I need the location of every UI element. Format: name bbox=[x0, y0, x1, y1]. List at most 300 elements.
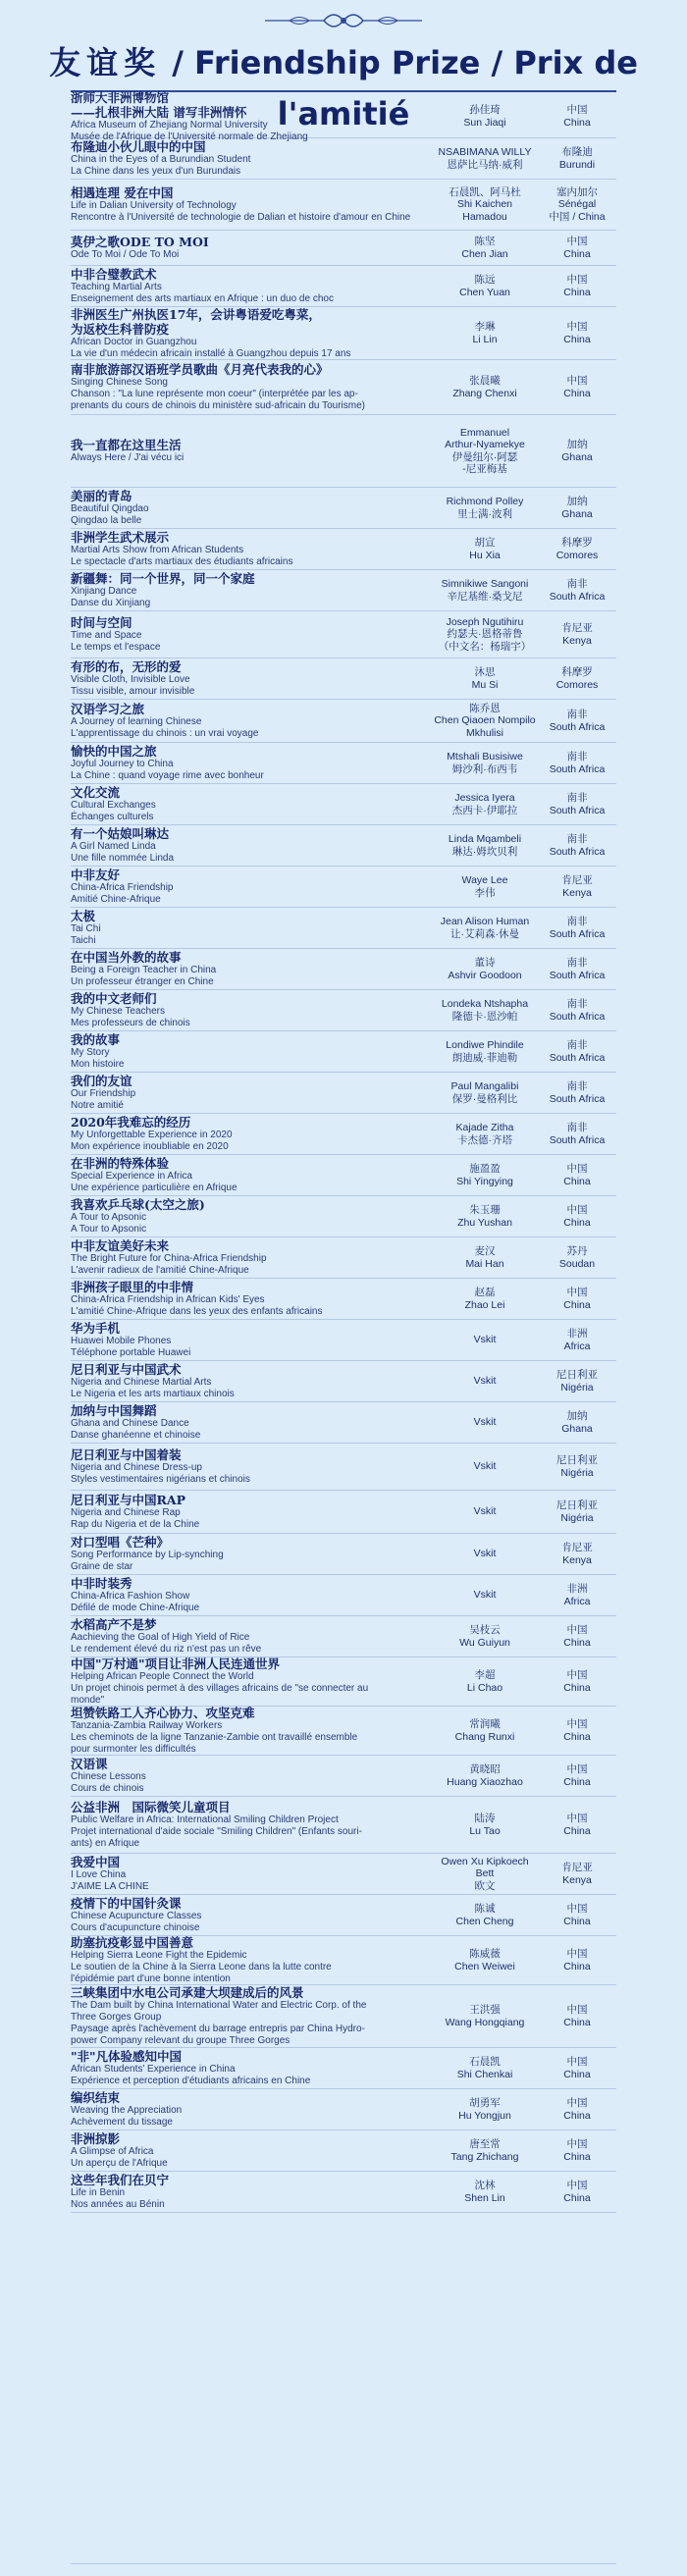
work-title-en: A Tour to Apsonic bbox=[71, 1212, 147, 1223]
work-title-zh: 尼日利亚与中国武术 bbox=[71, 1362, 182, 1377]
award-row bbox=[71, 529, 616, 570]
award-row bbox=[71, 415, 616, 488]
work-title-en: Tanzania-Zambia Railway Workers bbox=[71, 1720, 223, 1731]
award-row bbox=[71, 89, 616, 142]
work-title-fr: Un professeur étranger en Chine bbox=[71, 976, 214, 987]
author-name: Simnikiwe Sangoni 辛尼基维·桑戈尼 bbox=[441, 578, 529, 603]
work-title-zh: 我的故事 bbox=[71, 1032, 121, 1047]
work-title-fr: Les cheminots de la ligne Tanzanie-Zambie ont travaillé ensemble pour surmonter les difficultés bbox=[71, 1732, 358, 1755]
author-name: 胡勇军 Hu Yongjun bbox=[458, 2097, 511, 2122]
work-title-en: A Journey of learning Chinese bbox=[71, 716, 202, 727]
work-title-en: China-Africa Friendship bbox=[71, 882, 174, 893]
award-row bbox=[71, 700, 616, 743]
author-country: 肯尼亚 Kenya bbox=[561, 622, 593, 647]
header-ornament bbox=[0, 4, 687, 37]
work-title-fr: Mes professeurs de chinois bbox=[71, 1018, 190, 1028]
author-name: Vskit bbox=[473, 1334, 497, 1346]
author-country: 尼日利亚 Nigéria bbox=[556, 1454, 598, 1479]
work-cell bbox=[71, 90, 432, 143]
author-country: 南非 South Africa bbox=[549, 1122, 606, 1146]
award-row bbox=[71, 1575, 616, 1616]
work-title-en: Teaching Martial Arts bbox=[71, 282, 162, 292]
work-title-fr: Le soutien de la Chine à la Sierra Leone dans la lutte contre l'épidémie part d'une bonne intention bbox=[71, 1962, 332, 1984]
work-cell bbox=[71, 2090, 432, 2129]
work-title-en: Our Friendship bbox=[71, 1088, 136, 1099]
work-title-en: Cultural Exchanges bbox=[71, 800, 156, 811]
work-title-en: Ode To Moi / Ode To Moi bbox=[71, 249, 180, 260]
work-cell bbox=[71, 2131, 432, 2170]
work-cell bbox=[71, 1197, 432, 1235]
work-cell bbox=[71, 826, 432, 865]
work-title-fr: Amitié Chine-Afrique bbox=[71, 894, 161, 905]
author-country: 中国 China bbox=[563, 1287, 591, 1311]
work-title-en: Martial Arts Show from African Students bbox=[71, 545, 244, 555]
work-title-fr: Graine de star bbox=[71, 1561, 133, 1572]
work-title-zh: 太极 bbox=[71, 909, 96, 923]
decorative-scroll-icon bbox=[260, 6, 427, 35]
award-row bbox=[71, 1031, 616, 1073]
work-title-zh: 愉快的中国之旅 bbox=[71, 744, 157, 759]
author-country: 科摩罗 Comores bbox=[555, 666, 599, 691]
author-country: 中国 China bbox=[563, 1204, 591, 1229]
work-title-fr: Le temps et l'espace bbox=[71, 642, 161, 653]
work-title-fr: Musée de l'Afrique de l'Université normale de Zhejiang bbox=[71, 131, 308, 142]
author-name: Richmond Polley 里士满·波利 bbox=[446, 496, 524, 520]
work-title-en: Public Welfare in Africa: International Smiling Children Project bbox=[71, 1814, 339, 1825]
work-title-zh: 公益非洲 国际微笑儿童项目 bbox=[71, 1800, 231, 1814]
work-title-en: Weaving the Appreciation bbox=[71, 2105, 183, 2116]
award-row bbox=[71, 1402, 616, 1444]
work-title-en: Africa Museum of Zhejiang Normal University bbox=[71, 119, 268, 131]
award-row bbox=[71, 1707, 616, 1756]
award-row bbox=[71, 1534, 616, 1575]
author-name: 胡宣 Hu Xia bbox=[469, 537, 501, 561]
author-name: Vskit bbox=[473, 1505, 497, 1518]
work-title-zh: 浙师大非洲博物馆 ——扎根非洲大陆 谱写非洲情怀 bbox=[71, 89, 247, 120]
work-title-fr: Un aperçu de l'Afrique bbox=[71, 2158, 168, 2169]
author-country: 非洲 Africa bbox=[563, 1583, 591, 1607]
award-row bbox=[71, 784, 616, 825]
author-name: 沈林 Shen Lin bbox=[464, 2180, 505, 2204]
author-name: 陈威薇 Chen Weiwei bbox=[454, 1948, 515, 1972]
work-cell bbox=[71, 1115, 432, 1153]
work-title-zh: 我的中文老师们 bbox=[71, 991, 157, 1006]
work-title-zh: 尼日利亚与中国RAP bbox=[71, 1493, 185, 1507]
author-country: 中国 China bbox=[563, 2180, 591, 2204]
author-country: 中国 China bbox=[563, 321, 591, 345]
award-row bbox=[71, 825, 616, 867]
work-cell bbox=[71, 1855, 432, 1893]
author-country: 南非 South Africa bbox=[549, 751, 606, 775]
award-row bbox=[71, 1854, 616, 1895]
work-title-zh: 在中国当外教的故事 bbox=[71, 950, 182, 965]
work-title-en: Visible Cloth, Invisible Love bbox=[71, 674, 190, 685]
work-title-zh: 中非合璧教武术 bbox=[71, 267, 157, 282]
work-title-zh: 我们的友谊 bbox=[71, 1074, 132, 1088]
work-title-fr: Cours de chinois bbox=[71, 1783, 144, 1794]
author-country: 尼日利亚 Nigéria bbox=[556, 1499, 598, 1524]
author-name: 沐思 Mu Si bbox=[471, 666, 499, 691]
work-title-en: Life in Dalian University of Technology bbox=[71, 200, 237, 211]
author-name: 陈远 Chen Yuan bbox=[459, 274, 510, 298]
award-row bbox=[71, 2089, 616, 2130]
author-country: 南非 South Africa bbox=[549, 833, 606, 858]
work-title-zh: 中非时装秀 bbox=[71, 1576, 132, 1591]
author-name: Waye Lee 李伟 bbox=[461, 874, 508, 899]
work-cell bbox=[71, 571, 432, 609]
author-name: 石晨凯、阿马杜 Shi Kaichen Hamadou bbox=[449, 185, 521, 223]
work-title-fr: Une expérience particulière en Afrique bbox=[71, 1183, 238, 1193]
work-cell bbox=[71, 1321, 432, 1359]
author-name: 孙佳琦 Sun Jiaqi bbox=[463, 104, 506, 129]
work-cell bbox=[71, 950, 432, 988]
author-country: 中国 China bbox=[563, 2004, 591, 2028]
work-title-fr: L'avenir radieux de l'amitié Chine-Afrique bbox=[71, 1265, 249, 1276]
work-title-en: Joyful Journey to China bbox=[71, 759, 174, 769]
author-name: Paul Mangalibi 保罗·曼格利比 bbox=[450, 1080, 519, 1105]
author-country: 尼日利亚 Nigéria bbox=[556, 1369, 598, 1393]
author-name: Joseph Ngutihiru 约瑟夫·恩格蒂鲁 （中文名：杨瑞宇） bbox=[438, 615, 532, 653]
author-country: 非洲 Africa bbox=[563, 1328, 591, 1352]
work-title-en: Being a Foreign Teacher in China bbox=[71, 965, 217, 975]
author-name: 施盈盈 Shi Yingying bbox=[456, 1163, 513, 1187]
author-name: 陆涛 Lu Tao bbox=[469, 1813, 501, 1837]
work-title-en: A Glimpse of Africa bbox=[71, 2146, 154, 2157]
work-title-fr: L'apprentissage du chinois : un vrai voyage bbox=[71, 728, 259, 739]
work-title-fr: Le rendement élevé du riz n'est pas un rêve bbox=[71, 1644, 262, 1655]
author-country: 南非 South Africa bbox=[549, 578, 606, 603]
author-country: 南非 South Africa bbox=[549, 998, 606, 1023]
work-title-fr: Mon expérience inoubliable en 2020 bbox=[71, 1141, 229, 1152]
author-country: 加纳 Ghana bbox=[561, 439, 593, 463]
author-name: Linda Mqambeli 琳达·姆坎贝利 bbox=[448, 833, 522, 858]
author-name: 石晨凯 Shi Chenkai bbox=[456, 2056, 513, 2080]
work-title-zh: 这些年我们在贝宁 bbox=[71, 2173, 170, 2187]
work-title-fr: La Chine : quand voyage rime avec bonheur bbox=[71, 770, 264, 781]
work-cell bbox=[71, 1362, 432, 1400]
bottom-divider bbox=[71, 2563, 616, 2564]
award-row bbox=[71, 1936, 616, 1985]
work-cell bbox=[71, 1576, 432, 1614]
work-cell bbox=[71, 1156, 432, 1194]
award-row bbox=[71, 1985, 616, 2048]
work-cell bbox=[71, 1757, 432, 1795]
work-cell bbox=[71, 1656, 432, 1707]
work-title-en: Huawei Mobile Phones bbox=[71, 1336, 172, 1346]
award-row bbox=[71, 1361, 616, 1402]
work-cell bbox=[71, 909, 432, 947]
work-title-zh: 三峡集团中水电公司承建大坝建成后的风景 bbox=[71, 1985, 304, 2000]
work-title-fr: Un projet chinois permet à des villages africains de "se connecter au monde" bbox=[71, 1683, 369, 1706]
work-cell bbox=[71, 1935, 432, 1985]
work-title-fr: Cours d'acupuncture chinoise bbox=[71, 1922, 200, 1933]
work-cell bbox=[71, 867, 432, 906]
work-title-fr: A Tour to Apsonic bbox=[71, 1224, 147, 1235]
work-cell bbox=[71, 659, 432, 698]
author-name: Jessica Iyera 杰西卡·伊耶拉 bbox=[451, 792, 518, 816]
work-cell bbox=[71, 307, 432, 360]
work-cell bbox=[71, 1617, 432, 1656]
work-title-en: Nigeria and Chinese Dress-up bbox=[71, 1462, 202, 1473]
work-title-zh: 汉语课 bbox=[71, 1757, 108, 1771]
work-title-zh: 有形的布，无形的爱 bbox=[71, 659, 182, 674]
work-title-zh: 编织结束 bbox=[71, 2090, 121, 2105]
author-country: 中国 China bbox=[563, 1903, 591, 1927]
work-title-en: Aachieving the Goal of High Yield of Rice bbox=[71, 1632, 250, 1643]
author-country: 科摩罗 Comores bbox=[555, 537, 599, 561]
award-row bbox=[71, 611, 616, 658]
work-title-zh: 非洲医生广州执医17年，会讲粤语爱吃粤菜， 为返校生科普防疫 bbox=[71, 306, 321, 337]
page-title-rest: / Friendship Prize / Prix de l'amitié bbox=[161, 44, 638, 132]
work-title-en: Special Experience in Africa bbox=[71, 1171, 192, 1182]
award-row bbox=[71, 231, 616, 266]
author-country: 中国 China bbox=[563, 2138, 591, 2163]
award-row bbox=[71, 2048, 616, 2089]
award-row bbox=[71, 180, 616, 231]
award-row bbox=[71, 266, 616, 307]
award-row bbox=[71, 570, 616, 611]
author-country: 加纳 Ghana bbox=[561, 1410, 593, 1435]
work-cell bbox=[71, 185, 432, 224]
author-country: 布隆迪 Burundi bbox=[558, 146, 596, 171]
author-name: 陈乔恩 Chen Qiaoen Nompilo Mkhulisi bbox=[434, 702, 536, 739]
work-title-fr: Téléphone portable Huawei bbox=[71, 1347, 191, 1358]
award-row bbox=[71, 1073, 616, 1114]
work-title-zh: 文化交流 bbox=[71, 785, 121, 800]
author-name: 黄晓昭 Huang Xiaozhao bbox=[447, 1763, 523, 1788]
author-country: 中国 China bbox=[563, 1624, 591, 1649]
work-title-zh: 时间与空间 bbox=[71, 615, 132, 630]
work-title-en: Chinese Lessons bbox=[71, 1771, 146, 1782]
work-title-zh: 中国"万村通"项目让非洲人民连通世界 bbox=[71, 1656, 281, 1671]
work-title-zh: 2020年我难忘的经历 bbox=[71, 1115, 191, 1130]
work-title-en: Helping African People Connect the World bbox=[71, 1671, 254, 1682]
author-country: 肯尼亚 Kenya bbox=[561, 1862, 593, 1886]
award-row bbox=[71, 990, 616, 1031]
award-row bbox=[71, 1895, 616, 1936]
work-title-zh: 中非友谊美好未来 bbox=[71, 1238, 170, 1253]
work-title-fr: Paysage après l'achèvement du barrage entrepris par China Hydro- power Company relevant du groupe Three Gorges bbox=[71, 2024, 365, 2046]
author-name: Mtshali Busisiwe 姆沙利·布西韦 bbox=[447, 751, 523, 775]
award-row bbox=[71, 2172, 616, 2213]
work-cell bbox=[71, 1280, 432, 1318]
work-cell bbox=[71, 702, 432, 740]
award-list bbox=[71, 89, 616, 2213]
award-row bbox=[71, 1657, 616, 1707]
award-row bbox=[71, 743, 616, 784]
author-country: 南非 South Africa bbox=[549, 957, 606, 981]
work-title-zh: 疫情下的中国针灸课 bbox=[71, 1896, 182, 1911]
award-row bbox=[71, 1114, 616, 1155]
work-title-zh: 美丽的青岛 bbox=[71, 489, 132, 503]
work-title-fr: Danse du Xinjiang bbox=[71, 598, 151, 608]
author-country: 中国 China bbox=[563, 2097, 591, 2122]
award-row bbox=[71, 1797, 616, 1854]
work-title-en: Helping Sierra Leone Fight the Epidemic bbox=[71, 1950, 247, 1961]
author-name: 董诗 Ashvir Goodoon bbox=[448, 957, 522, 981]
work-title-en: The Bright Future for China-Africa Friendship bbox=[71, 1253, 267, 1264]
author-name: 李超 Li Chao bbox=[466, 1669, 503, 1694]
author-country: 中国 China bbox=[563, 1163, 591, 1187]
work-title-en: The Dam built by China International Water and Electric Corp. of the Three Gorges Group bbox=[71, 2000, 367, 2023]
work-title-zh: 非洲孩子眼里的中非情 bbox=[71, 1280, 194, 1294]
work-title-zh: 非洲掠影 bbox=[71, 2131, 121, 2146]
award-row bbox=[71, 2130, 616, 2172]
work-title-fr: Rencontre à l'Université de technologie de Dalian et histoire d'amour en Chine bbox=[71, 212, 411, 223]
work-cell bbox=[71, 1238, 432, 1277]
author-country: 中国 China bbox=[563, 274, 591, 298]
work-cell bbox=[71, 1985, 432, 2047]
work-title-zh: 尼日利亚与中国着装 bbox=[71, 1447, 182, 1462]
author-country: 苏丹 Soudan bbox=[558, 1245, 596, 1270]
work-cell bbox=[71, 362, 432, 412]
work-title-fr: Tissu visible, amour invisible bbox=[71, 686, 195, 697]
work-title-zh: "非"凡体验感知中国 bbox=[71, 2049, 183, 2064]
award-row bbox=[71, 1279, 616, 1320]
author-name: 张晨曦 Zhang Chenxi bbox=[452, 375, 517, 399]
award-row bbox=[71, 1444, 616, 1491]
author-name: Vskit bbox=[473, 1375, 497, 1388]
author-country: 南非 South Africa bbox=[549, 709, 606, 733]
award-row bbox=[71, 1491, 616, 1534]
author-name: 李琳 Li Lin bbox=[472, 321, 498, 345]
award-row bbox=[71, 138, 616, 180]
award-row bbox=[71, 1320, 616, 1361]
work-cell bbox=[71, 235, 432, 261]
work-cell bbox=[71, 489, 432, 527]
work-title-fr: Mon histoire bbox=[71, 1059, 125, 1070]
work-title-en: China in the Eyes of a Burundian Student bbox=[71, 154, 251, 165]
work-title-en: Always Here / J'ai vécu ici bbox=[71, 452, 185, 463]
work-title-zh: 莫伊之歌ODE TO MOI bbox=[71, 235, 209, 249]
work-title-en: African Students' Experience in China bbox=[71, 2064, 236, 2075]
work-title-fr: Projet international d'aide sociale "Smiling Children" (Enfants souri- ants) en Afrique bbox=[71, 1826, 362, 1849]
work-title-en: China-Africa Friendship in African Kids' Eyes bbox=[71, 1294, 265, 1305]
work-cell bbox=[71, 744, 432, 782]
work-title-zh: 水稻高产不是梦 bbox=[71, 1617, 157, 1632]
work-cell bbox=[71, 1403, 432, 1442]
work-title-en: Song Performance by Lip-synching bbox=[71, 1550, 224, 1560]
work-title-en: Beautiful Qingdao bbox=[71, 503, 149, 514]
work-title-fr: Notre amitié bbox=[71, 1100, 124, 1111]
work-cell bbox=[71, 1535, 432, 1573]
work-title-zh: 汉语学习之旅 bbox=[71, 702, 145, 716]
author-name: 吴枝云 Wu Guiyun bbox=[459, 1624, 510, 1649]
work-title-zh: 新疆舞：同一个世界，同一个家庭 bbox=[71, 571, 255, 586]
author-name: Kajade Zitha 卡杰德·齐塔 bbox=[455, 1122, 514, 1146]
author-name: Owen Xu Kipkoech Bett 欧文 bbox=[441, 1855, 529, 1892]
work-title-fr: Danse ghanéenne et chinoise bbox=[71, 1430, 201, 1441]
work-title-fr: La vie d'un médecin africain installé à Guangzhou depuis 17 ans bbox=[71, 347, 351, 359]
author-country: 南非 South Africa bbox=[549, 792, 606, 816]
author-country: 塞内加尔 Sénégal 中国 / China bbox=[549, 185, 606, 223]
author-name: 王洪强 Wang Hongqiang bbox=[445, 2004, 525, 2028]
author-country: 中国 China bbox=[563, 1948, 591, 1972]
author-country: 南非 South Africa bbox=[549, 916, 606, 940]
work-title-fr: Le Nigeria et les arts martiaux chinois bbox=[71, 1389, 235, 1399]
work-cell bbox=[71, 1493, 432, 1531]
award-row bbox=[71, 949, 616, 990]
author-country: 中国 China bbox=[563, 375, 591, 399]
work-title-fr: Rap du Nigeria et de la Chine bbox=[71, 1519, 200, 1530]
work-title-fr: L'amitié Chine-Afrique dans les yeux des enfants africains bbox=[71, 1306, 323, 1317]
work-title-zh: 相遇连理 爱在中国 bbox=[71, 185, 174, 200]
work-title-fr: Défilé de mode Chine-Afrique bbox=[71, 1603, 200, 1613]
work-title-fr: Échanges culturels bbox=[71, 812, 154, 822]
work-cell bbox=[71, 2049, 432, 2087]
work-title-en: African Doctor in Guangzhou bbox=[71, 336, 197, 347]
work-cell bbox=[71, 530, 432, 568]
page-title-zh: 友谊奖 bbox=[49, 44, 162, 81]
author-country: 中国 China bbox=[563, 1763, 591, 1788]
work-title-fr: Enseignement des arts martiaux en Afrique : un duo de choc bbox=[71, 293, 334, 304]
author-name: Jean Alison Human 让·艾莉森·休曼 bbox=[440, 916, 530, 940]
author-name: 陈诚 Chen Cheng bbox=[455, 1903, 514, 1927]
work-title-en: My Unforgettable Experience in 2020 bbox=[71, 1130, 233, 1140]
work-title-en: Chinese Acupuncture Classes bbox=[71, 1911, 202, 1921]
work-title-en: My Chinese Teachers bbox=[71, 1006, 165, 1017]
work-title-zh: 助塞抗疫彰显中国善意 bbox=[71, 1935, 194, 1950]
work-cell bbox=[71, 1896, 432, 1934]
author-name: Vskit bbox=[473, 1460, 497, 1473]
work-title-fr: Styles vestimentaires nigérians et chinois bbox=[71, 1474, 250, 1485]
work-title-en: Ghana and Chinese Dance bbox=[71, 1418, 189, 1429]
award-row bbox=[71, 360, 616, 415]
award-row bbox=[71, 658, 616, 700]
award-row bbox=[71, 1237, 616, 1279]
award-row bbox=[71, 908, 616, 949]
work-title-zh: 非洲学生武术展示 bbox=[71, 530, 170, 545]
work-cell bbox=[71, 267, 432, 305]
work-cell bbox=[71, 1800, 432, 1850]
work-title-fr: Qingdao la belle bbox=[71, 515, 142, 526]
work-cell bbox=[71, 1447, 432, 1486]
work-title-fr: Nos années au Bénin bbox=[71, 2199, 165, 2210]
award-row bbox=[71, 1616, 616, 1657]
award-row bbox=[71, 488, 616, 529]
author-name: 陈坚 Chen Jian bbox=[461, 236, 508, 260]
author-country: 中国 China bbox=[563, 236, 591, 260]
author-name: Vskit bbox=[473, 1589, 497, 1602]
work-title-fr: Achèvement du tissage bbox=[71, 2117, 173, 2128]
work-title-fr: La Chine dans les yeux d'un Burundais bbox=[71, 166, 241, 177]
author-name: Vskit bbox=[473, 1416, 497, 1429]
author-country: 南非 South Africa bbox=[549, 1039, 606, 1064]
work-title-zh: 我一直都在这里生活 bbox=[71, 438, 182, 452]
award-row bbox=[71, 1756, 616, 1797]
award-row bbox=[71, 307, 616, 360]
author-name: Londiwe Phindile 朗迪威·菲迪勒 bbox=[446, 1039, 524, 1064]
work-title-zh: 在非洲的特殊体验 bbox=[71, 1156, 170, 1171]
author-country: 中国 China bbox=[563, 1669, 591, 1694]
work-title-zh: 加纳与中国舞蹈 bbox=[71, 1403, 157, 1418]
work-title-zh: 华为手机 bbox=[71, 1321, 121, 1336]
work-title-en: Tai Chi bbox=[71, 923, 101, 934]
work-title-fr: Le spectacle d'arts martiaux des étudiants africains bbox=[71, 556, 293, 567]
author-name: 唐至常 Tang Zhichang bbox=[450, 2138, 519, 2163]
work-title-zh: 对口型唱《芒种》 bbox=[71, 1535, 170, 1550]
author-name: NSABIMANA WILLY 恩萨比马纳·威利 bbox=[438, 146, 532, 171]
author-name: 常润曦 Chang Runxi bbox=[454, 1718, 515, 1743]
author-country: 中国 China bbox=[563, 1813, 591, 1837]
author-name: 朱玉珊 Zhu Yushan bbox=[457, 1204, 512, 1229]
author-country: 肯尼亚 Kenya bbox=[561, 1542, 593, 1566]
award-row bbox=[71, 1155, 616, 1196]
work-title-zh: 坦赞铁路工人齐心协力、攻坚克难 bbox=[71, 1706, 255, 1720]
work-title-en: I Love China bbox=[71, 1869, 127, 1880]
author-country: 加纳 Ghana bbox=[561, 496, 593, 520]
work-cell bbox=[71, 1706, 432, 1756]
